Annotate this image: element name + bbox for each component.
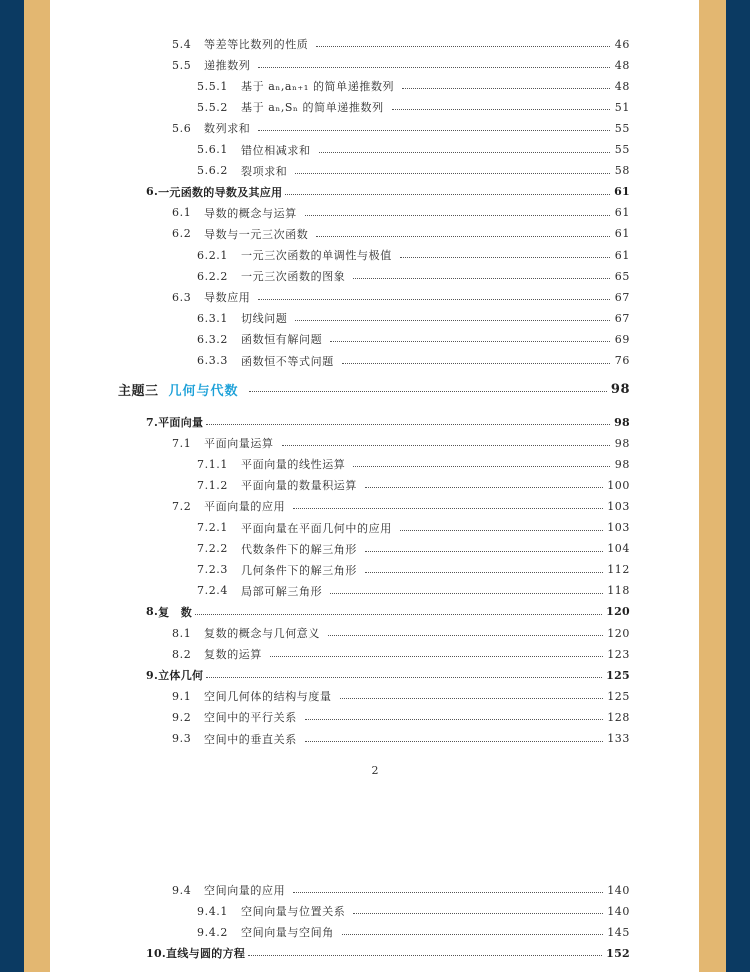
entry-page: 98 [614,457,630,471]
entry-number: 7.2.2 [197,542,228,556]
entry-page: 140 [607,904,630,918]
right-gold-border [699,0,726,972]
entry-page: 58 [614,164,630,178]
entry-page: 61 [614,206,630,220]
toc-entry[interactable] [197,245,630,265]
entry-title: 复数的运算 [204,648,262,662]
leader-dots [248,954,602,956]
entry-title: 导数与一元三次函数 [204,227,309,241]
entry-number: 9.2 [172,710,192,724]
entry-page: 120 [607,626,630,640]
leader-dots [392,108,610,110]
entry-number: 9.1 [172,689,192,703]
toc-entry[interactable] [172,623,630,643]
leader-dots [285,193,610,195]
leader-dots [365,550,603,552]
leader-dots [353,277,610,279]
entry-number: 7.2.1 [197,521,228,534]
toc-entry[interactable] [172,34,630,54]
leader-dots [342,933,603,935]
entry-title: 切线问题 [241,312,288,326]
entry-number: 7.1.2 [197,478,228,492]
entry-number: 7.1 [172,436,192,450]
toc-entry[interactable] [197,560,630,580]
entry-page: 67 [614,311,630,325]
entry-title: 一元三次函数的图象 [241,270,346,284]
entry-title: 局部可解三角形 [241,584,323,598]
entry-title: 直线与圆的方程 [166,947,246,961]
entry-title: 裂项求和 [241,164,288,178]
topic-label: 主题三 [118,383,159,399]
entry-title: 递推数列 [204,59,251,73]
leader-dots [400,256,610,258]
topic-heading[interactable] [118,379,630,399]
entry-title: 复数的概念与几何意义 [204,627,320,640]
toc-entry[interactable] [197,140,630,160]
entry-number: 6.3.3 [197,354,228,367]
entry-number: 9.4 [172,883,192,897]
entry-number: 5.6 [172,121,192,135]
entry-page: 46 [614,37,630,51]
entry-title: 空间向量的应用 [204,884,286,897]
entry-title: 空间向量与空间角 [241,926,334,940]
leader-dots [400,529,603,531]
entry-title: 平面向量在平面几何中的应用 [241,521,392,535]
entry-number: 7.2.3 [197,563,228,577]
leader-dots [295,319,610,321]
leader-dots [249,390,607,392]
toc-entry[interactable] [197,922,630,942]
entry-title: 平面向量的数量积运算 [241,479,357,493]
leader-dots [316,235,610,237]
entry-page: 128 [607,710,630,724]
leader-dots [282,444,610,446]
toc-entry[interactable] [197,329,630,349]
entry-number: 5.4 [172,37,192,51]
entry-title: 平面向量的应用 [204,500,286,514]
entry-page: 98 [614,415,630,429]
leader-dots [316,45,610,47]
toc-entry[interactable] [146,943,630,963]
leader-dots [305,718,603,720]
entry-page: 61 [614,248,630,262]
entry-page: 51 [614,100,630,114]
toc-entry[interactable] [197,581,630,601]
leader-dots [353,465,610,467]
entry-title: 函数恒有解问题 [241,333,323,347]
entry-number: 6.2.2 [197,269,228,283]
entry-page: 61 [614,227,630,241]
toc-entry[interactable] [146,602,630,622]
topic-title: 几何与代数 [168,383,239,399]
entry-title: 空间向量与位置关系 [241,905,346,919]
leader-dots [342,362,610,364]
leader-dots [206,676,602,678]
entry-page: 145 [607,925,630,939]
toc-entry[interactable] [172,644,630,664]
leader-dots [353,912,603,914]
entry-number: 6.2 [172,227,192,241]
entry-title: 几何条件下的解三角形 [241,563,357,577]
toc-entry[interactable] [172,118,630,138]
toc-entry[interactable] [197,266,630,286]
entry-page: 61 [614,185,630,199]
entry-title: 平面向量的线性运算 [241,458,346,472]
toc-entry[interactable] [197,518,630,538]
leader-dots [402,87,610,89]
leader-dots [365,571,603,573]
entry-title: 立体几何 [158,669,204,683]
entry-title: 代数条件下的解三角形 [241,542,357,556]
entry-title: 错位相减求和 [241,143,311,157]
entry-title: 基于 aₙ,aₙ₊₁ 的简单递推数列 [241,80,395,94]
leader-dots [293,891,603,893]
entry-number: 8.2 [172,647,192,661]
toc-entry[interactable] [197,454,630,474]
toc-entry[interactable] [172,686,630,706]
toc-entry[interactable] [197,97,630,117]
entry-number: 6. [146,185,159,199]
toc-entry[interactable] [172,496,630,516]
toc-entry[interactable] [172,287,630,307]
entry-title: 等差等比数列的性质 [204,38,309,51]
entry-page: 125 [606,668,630,682]
toc-entry[interactable] [146,182,630,202]
leader-dots [340,697,604,699]
leader-dots [258,66,610,68]
entry-page: 69 [614,332,630,346]
leader-dots [328,634,603,636]
entry-page: 133 [607,732,630,745]
leader-dots [330,340,610,342]
topic-page: 98 [610,381,630,397]
leader-dots [319,151,610,153]
toc-entry[interactable] [172,729,630,749]
toc-entry[interactable] [172,707,630,727]
entry-page: 152 [606,946,630,960]
entry-number: 6.2.1 [197,248,228,262]
toc-entry[interactable] [172,433,630,453]
entry-page: 123 [607,647,630,661]
entry-number: 7.1.1 [197,457,228,471]
entry-number: 10. [146,946,167,960]
entry-title: 空间几何体的结构与度量 [204,690,332,704]
entry-page: 98 [614,436,630,450]
entry-number: 6.3.1 [197,311,228,325]
entry-number: 5.6.2 [197,164,228,178]
entry-page: 120 [606,605,630,619]
toc-entry[interactable] [197,161,630,181]
entry-number: 5.5.2 [197,100,228,114]
page-number: 2 [371,764,379,777]
entry-title: 空间中的垂直关系 [204,732,297,746]
leader-dots [365,486,603,488]
entry-title: 平面向量 [158,416,204,429]
entry-title: 函数恒不等式问题 [241,354,334,368]
entry-page: 125 [607,689,630,703]
leader-dots [270,655,603,657]
entry-page: 67 [614,290,630,304]
leader-dots [206,423,610,425]
leader-dots [258,129,610,131]
page-sheet [50,0,699,972]
entry-page: 48 [614,58,630,72]
leader-dots [305,214,610,216]
leader-dots [330,592,603,594]
entry-number: 5.5.1 [197,79,228,93]
entry-number: 7.2 [172,499,192,513]
toc-entry[interactable] [146,412,630,432]
entry-page: 65 [614,269,630,283]
entry-number: 6.3.2 [197,332,228,346]
toc-entry[interactable] [197,76,630,96]
entry-page: 76 [614,354,630,367]
entry-number: 9.4.2 [197,925,228,939]
toc-entry[interactable] [172,203,630,223]
toc-entry[interactable] [172,880,630,900]
entry-number: 7.2.4 [197,584,228,598]
entry-number: 6.3 [172,290,192,304]
entry-page: 112 [607,563,630,577]
entry-number: 8.1 [172,626,192,640]
entry-number: 9. [146,668,159,682]
entry-title: 导数应用 [204,291,251,305]
toc-entry[interactable] [197,308,630,328]
entry-number: 9.4.1 [197,904,228,918]
entry-page: 55 [614,143,630,156]
entry-page: 103 [607,499,630,513]
entry-page: 48 [614,79,630,93]
entry-page: 104 [607,542,630,556]
entry-title: 复 数 [158,605,192,619]
toc-entry[interactable] [197,351,630,371]
entry-title: 数列求和 [204,122,251,136]
entry-page: 55 [614,121,630,135]
entry-number: 7. [146,415,159,429]
toc-entry[interactable] [172,224,630,244]
toc-entry[interactable] [197,539,630,559]
toc-entry[interactable] [197,901,630,921]
entry-title: 基于 aₙ,Sₙ 的简单递推数列 [241,101,384,115]
entry-page: 100 [607,478,630,492]
entry-number: 6.1 [172,206,192,220]
entry-page: 103 [607,521,630,534]
toc-entry[interactable] [172,55,630,75]
entry-number: 5.5 [172,58,192,72]
left-gold-border [24,0,50,972]
entry-title: 平面向量运算 [204,437,274,451]
entry-title: 导数的概念与运算 [204,206,297,220]
leader-dots [295,172,610,174]
entry-number: 9.3 [172,732,192,745]
leader-dots [305,740,603,742]
entry-page: 118 [607,584,630,598]
entry-page: 140 [607,883,630,897]
entry-title: 一元函数的导数及其应用 [158,185,283,199]
entry-title: 空间中的平行关系 [204,711,297,725]
toc-entry[interactable] [146,665,630,685]
entry-number: 8. [146,605,159,619]
leader-dots [195,613,602,615]
entry-number: 5.6.1 [197,143,228,156]
leader-dots [293,507,603,509]
entry-title: 一元三次函数的单调性与极值 [241,249,392,262]
leader-dots [258,298,610,300]
toc-entry[interactable] [197,475,630,495]
